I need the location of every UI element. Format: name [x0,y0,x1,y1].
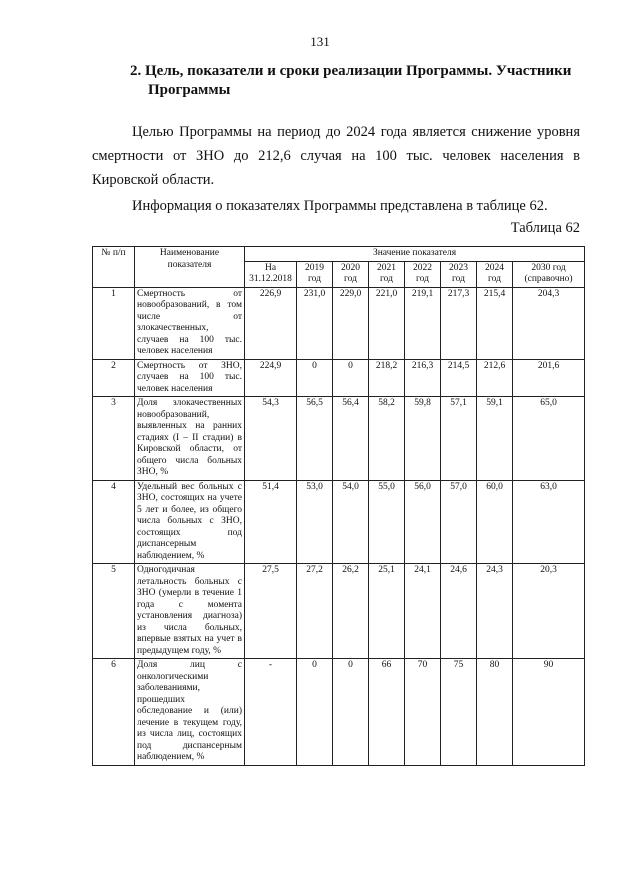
row-value: 59,8 [405,397,441,481]
row-num: 1 [93,287,135,359]
row-value: 217,3 [441,287,477,359]
row-value: 63,0 [513,480,585,564]
row-value: 54,3 [245,397,297,481]
page-number: 131 [310,34,330,49]
year-header: 2022 год [405,261,441,287]
row-value: 26,2 [333,564,369,659]
row-value: 0 [333,659,369,766]
row-value: 0 [333,359,369,397]
year-header: 2021 год [369,261,405,287]
row-value: 65,0 [513,397,585,481]
row-value: 0 [297,659,333,766]
row-name: Смертность от новообразований, в том числе от злокачественных, случаев на 100 тыс. человек населения [135,287,245,359]
year-header: 2019 год [297,261,333,287]
table-caption: Таблица 62 [510,220,580,236]
row-value: 90 [513,659,585,766]
row-value: 0 [297,359,333,397]
row-value: 57,0 [441,480,477,564]
row-value: 60,0 [477,480,513,564]
section-title-line1: 2. Цель, показатели и сроки реализации Программы. Участники [130,63,572,79]
row-num: 2 [93,359,135,397]
row-value: 75 [441,659,477,766]
row-num: 6 [93,659,135,766]
row-value: 27,2 [297,564,333,659]
header-value: Значение показателя [245,247,585,262]
row-value: 54,0 [333,480,369,564]
row-value: 56,0 [405,480,441,564]
row-num: 3 [93,397,135,481]
year-header: 2023 год [441,261,477,287]
row-value: 59,1 [477,397,513,481]
paragraph-goal: Целью Программы на период до 2024 года является снижение уровня смертности от ЗНО до 212,6 случая на 100 тыс. человек населения в Кировской области. [92,124,580,188]
row-value: 221,0 [369,287,405,359]
row-value: 27,5 [245,564,297,659]
row-value: 25,1 [369,564,405,659]
row-value: 57,1 [441,397,477,481]
row-value: 58,2 [369,397,405,481]
table-row [93,287,585,359]
table-header-row [93,247,585,262]
row-value: 219,1 [405,287,441,359]
row-value: 231,0 [297,287,333,359]
row-value: 216,3 [405,359,441,397]
row-value: 56,5 [297,397,333,481]
row-value: 55,0 [369,480,405,564]
row-value: - [245,659,297,766]
row-value: 201,6 [513,359,585,397]
row-num: 5 [93,564,135,659]
section-title-line2: Программы [148,82,231,98]
row-name: Удельный вес больных с ЗНО, состоящих на учете 5 лет и более, из общего числа больных с ЗНО, состоящих под диспансерным наблюдением, % [135,480,245,564]
row-value: 56,4 [333,397,369,481]
row-value: 212,6 [477,359,513,397]
header-name: Наименование показателя [135,247,245,288]
row-value: 226,9 [245,287,297,359]
row-value: 53,0 [297,480,333,564]
row-num: 4 [93,480,135,564]
table-row [93,564,585,659]
year-header: На 31.12.2018 [245,261,297,287]
row-value: 204,3 [513,287,585,359]
row-value: 215,4 [477,287,513,359]
table-row [93,659,585,766]
indicators-table [92,246,585,766]
section-title [130,62,590,100]
row-value: 24,1 [405,564,441,659]
table-row [93,397,585,481]
table-row [93,359,585,397]
row-value: 20,3 [513,564,585,659]
table-row [93,480,585,564]
row-value: 51,4 [245,480,297,564]
row-name: Смертность от ЗНО, случаев на 100 тыс. человек населения [135,359,245,397]
row-value: 214,5 [441,359,477,397]
row-value: 218,2 [369,359,405,397]
row-value: 24,6 [441,564,477,659]
header-num: № п/п [93,247,135,288]
year-header: 2030 год (справочно) [513,261,585,287]
row-value: 224,9 [245,359,297,397]
row-value: 24,3 [477,564,513,659]
row-name: Доля лиц с онкологическими заболеваниями, прошедших обследование и (или) лечение в текущем году, из числа лиц, состоящих под диспансерным наблюдением, % [135,659,245,766]
paragraph-info: Информация о показателях Программы представлена в таблице 62. [132,198,548,214]
row-value: 80 [477,659,513,766]
year-header: 2024 год [477,261,513,287]
row-name: Доля злокачественных новообразований, выявленных на ранних стадиях (I – II стадии) в Кировской области, от общего числа больных ЗНО, % [135,397,245,481]
row-value: 66 [369,659,405,766]
row-name: Одногодичная летальность больных с ЗНО (умерли в течение 1 года с момента установления диагноза) из числа больных, впервые взятых на учет в предыдущем году, % [135,564,245,659]
row-value: 229,0 [333,287,369,359]
year-header: 2020 год [333,261,369,287]
row-value: 70 [405,659,441,766]
